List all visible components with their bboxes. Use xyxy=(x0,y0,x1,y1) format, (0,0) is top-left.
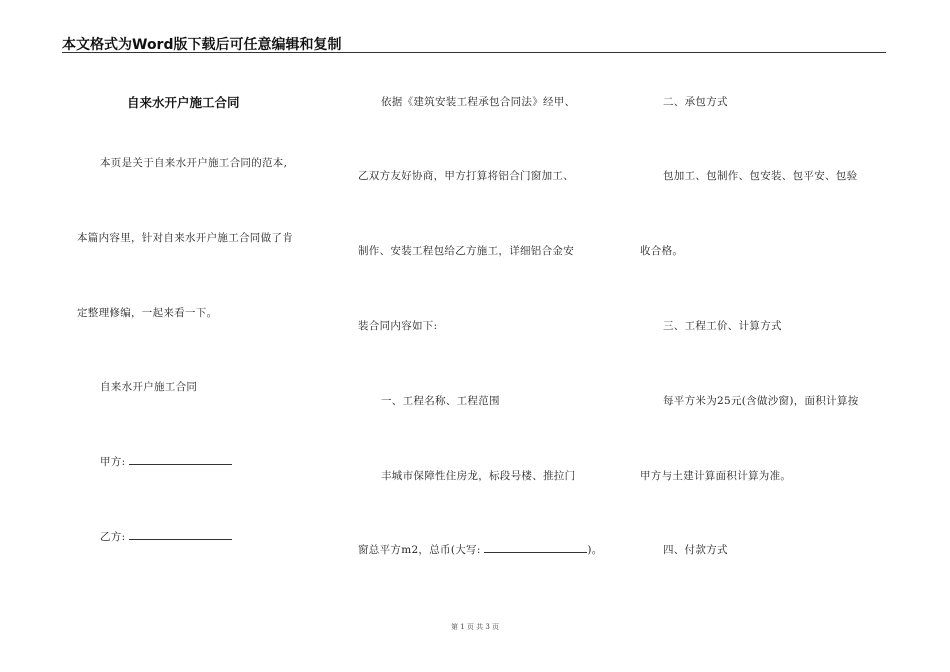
section-heading: 三、工程工价、计算方式 xyxy=(663,320,782,332)
document-title: 自来水开户施工合同 xyxy=(127,95,240,110)
section-heading: 二、承包方式 xyxy=(663,96,728,108)
paragraph-line: 依据《建筑安装工程承包合同法》经甲、 xyxy=(381,96,576,108)
amount-blank xyxy=(484,542,587,553)
party-b-label: 乙方: xyxy=(100,531,126,543)
paragraph-line: 甲方与土建计算面积计算为准。 xyxy=(640,470,792,482)
paragraph-line: 装合同内容如下: xyxy=(358,320,438,332)
amount-line xyxy=(358,542,603,557)
section-heading: 一、工程名称、工程范围 xyxy=(381,395,500,407)
header-note: 本文格式为Word版下载后可任意编辑和复制 xyxy=(62,37,342,53)
amount-close: )。 xyxy=(587,544,603,556)
party-b-line xyxy=(100,529,232,544)
section-heading: 四、付款方式 xyxy=(663,544,728,556)
paragraph-line: 本页是关于自来水开户施工合同的范本, xyxy=(100,157,288,169)
party-a-line xyxy=(100,454,232,469)
paragraph-line: 每平方米为25元(含做沙窗)，面积计算按 xyxy=(663,395,859,407)
party-b-blank xyxy=(129,529,232,540)
party-a-blank xyxy=(129,454,232,465)
page-header xyxy=(62,34,886,53)
paragraph-line: 丰城市保障性住房龙，标段号楼、推拉门 xyxy=(381,470,576,482)
paragraph-line: 包加工、包制作、包安装、包平安、包验 xyxy=(663,170,858,182)
paragraph-line: 制作、安装工程包给乙方施工，详细铝合金安 xyxy=(358,245,574,257)
paragraph-line: 自来水开户施工合同 xyxy=(100,381,198,393)
paragraph-line: 本篇内容里，针对自来水开户施工合同做了肯 xyxy=(77,232,293,244)
party-a-label: 甲方: xyxy=(100,456,126,468)
paragraph-line: 乙双方友好协商，甲方打算将铝合门窗加工、 xyxy=(358,170,574,182)
amount-label: 窗总平方m2，总币(大写: xyxy=(358,544,485,556)
paragraph-line: 收合格。 xyxy=(640,245,684,257)
page-footer: 第 1 页 共 3 页 xyxy=(450,623,500,631)
paragraph-line: 定整理修编，一起来看一下。 xyxy=(77,307,218,319)
